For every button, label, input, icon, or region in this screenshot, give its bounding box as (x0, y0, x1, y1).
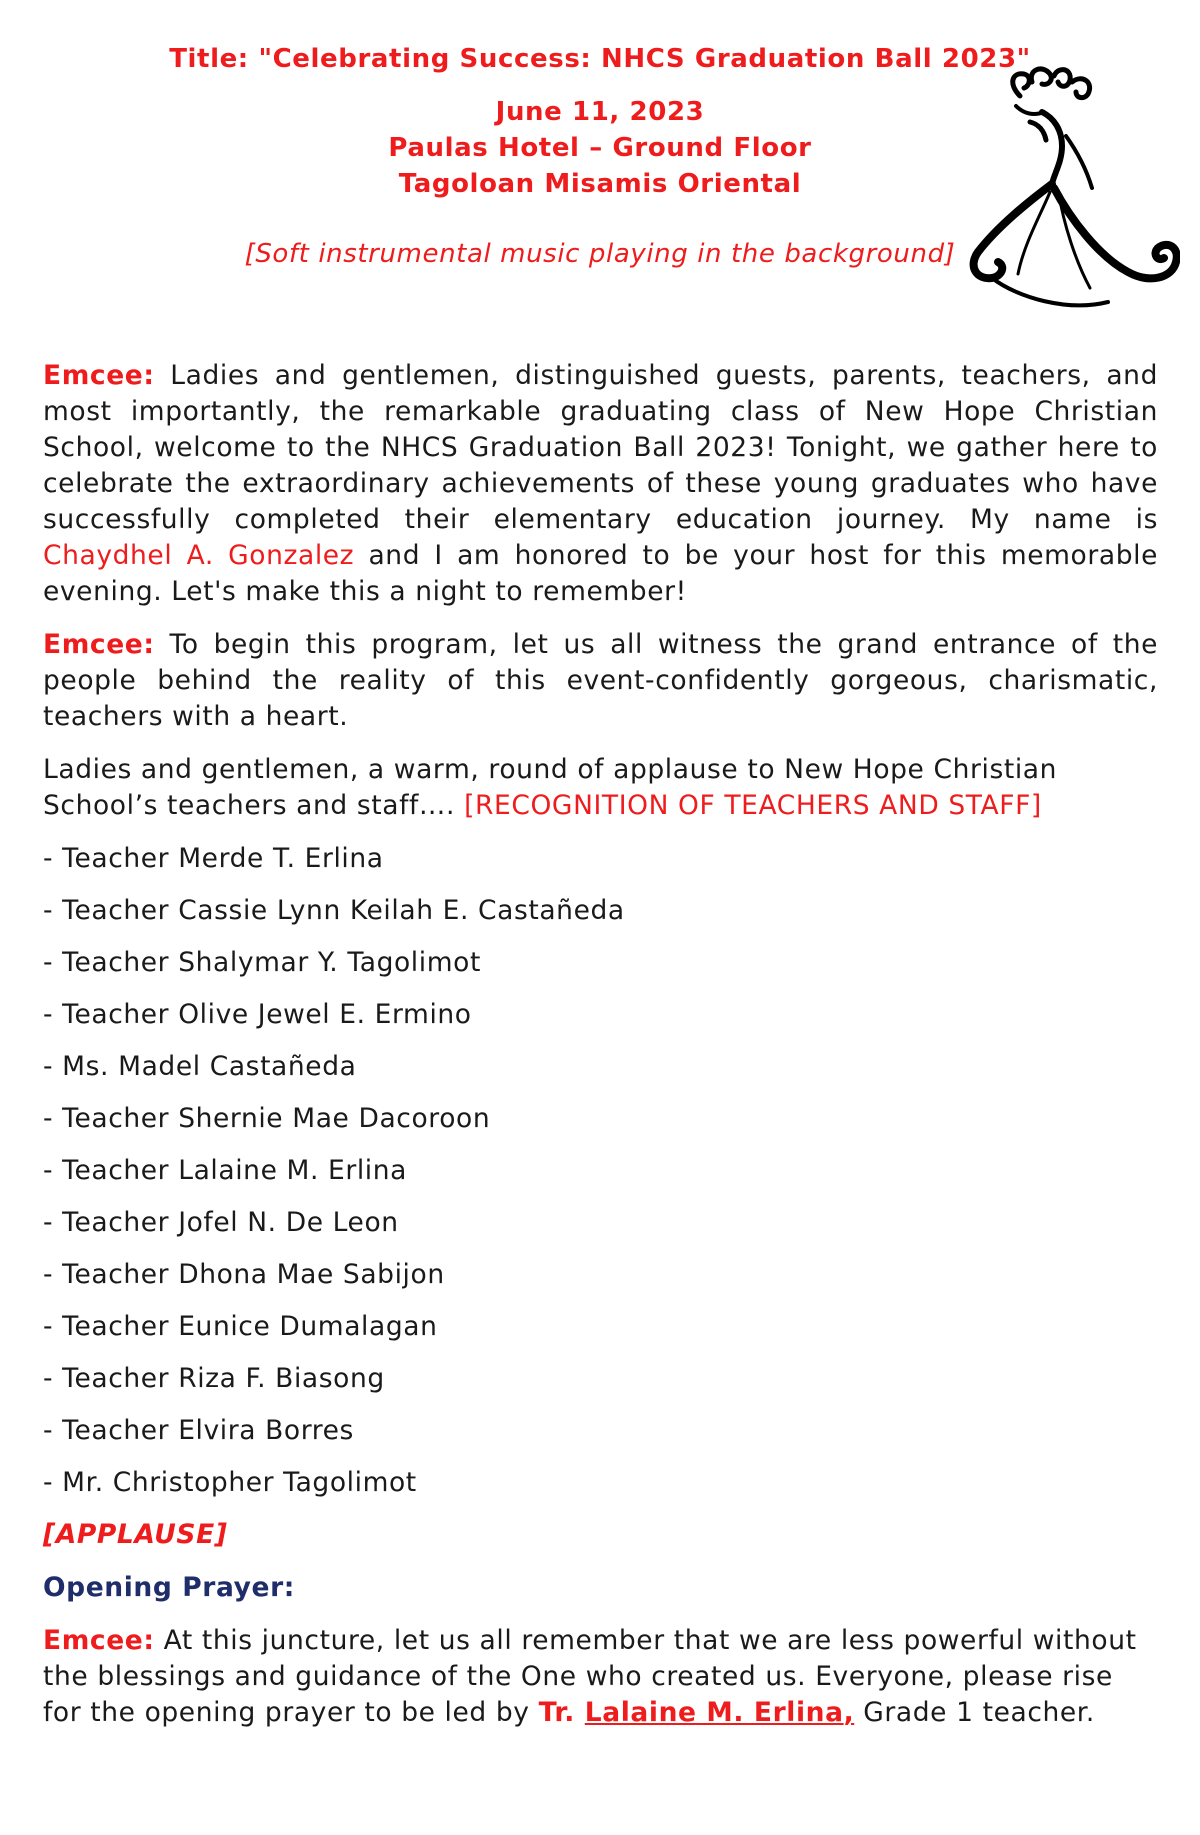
event-place: Tagoloan Misamis Oriental (398, 169, 802, 199)
list-item: - Teacher Merde T. Erlina (43, 843, 384, 874)
applause-paragraph (43, 752, 1158, 824)
speaker-label: Emcee: (43, 629, 155, 660)
list-item: - Mr. Christopher Tagolimot (43, 1467, 417, 1498)
list-item: - Teacher Shalymar Y. Tagolimot (43, 947, 481, 978)
prayer-suffix: Grade 1 teacher. (854, 1697, 1095, 1728)
staff-list (43, 841, 1158, 1501)
host-name: Chaydhel A. Gonzalez (43, 540, 355, 571)
prayer-leader-prefix: Tr. (538, 1697, 585, 1728)
list-item: - Teacher Shernie Mae Dacoroon (43, 1103, 491, 1134)
list-item: - Ms. Madel Castañeda (43, 1051, 357, 1082)
list-item: - Teacher Cassie Lynn Keilah E. Castañeda (43, 895, 625, 926)
welcome-paragraph (43, 358, 1158, 610)
speaker-label: Emcee: (43, 360, 155, 391)
section-heading-opening-prayer: Opening Prayer: (43, 1572, 295, 1603)
list-item: - Teacher Eunice Dumalagan (43, 1311, 438, 1342)
applause-cue: [APPLAUSE] (43, 1519, 228, 1550)
prayer-paragraph (43, 1623, 1158, 1731)
list-item: - Teacher Olive Jewel E. Ermino (43, 999, 472, 1030)
prayer-text: At this juncture, let us all remember that we are less powerful without the blessings and guidance of the One who created us. Everyone, please rise for the opening prayer to be led by (43, 1625, 1137, 1728)
speaker-label: Emcee: (43, 1625, 155, 1656)
prayer-leader-comma: , (843, 1697, 855, 1728)
entrance-paragraph (43, 627, 1158, 735)
list-item: - Teacher Lalaine M. Erlina (43, 1155, 407, 1186)
welcome-text-a: Ladies and gentlemen, distinguished guests, parents, teachers, and most importantly, the remarkable graduating class of New Hope Christian School, welcome to the NHCS Graduation Ball 2023! Tonight, we gather here to celebrate the extraordinary achievements of these young graduates who have successfully completed their elementary education journey. My name is (43, 360, 1158, 535)
event-title: Title: "Celebrating Success: NHCS Graduation Ball 2023" (169, 44, 1031, 74)
dancing-woman-icon (958, 66, 1180, 318)
list-item: - Teacher Jofel N. De Leon (43, 1207, 399, 1238)
script-body (43, 358, 1158, 1748)
event-date: June 11, 2023 (495, 97, 705, 127)
list-item: - Teacher Riza F. Biasong (43, 1363, 385, 1394)
prayer-leader-name: Lalaine M. Erlina (584, 1697, 844, 1728)
entrance-text: To begin this program, let us all witness the grand entrance of the people behind the reality of this event-confidently gorgeous, charismatic, teachers with a heart. (43, 629, 1158, 732)
stage-direction-music: [Soft instrumental music playing in the background] (244, 239, 956, 269)
applause-text: Ladies and gentlemen, a warm, round of applause to New Hope Christian School’s teachers and staff…. (43, 754, 1058, 821)
list-item: - Teacher Dhona Mae Sabijon (43, 1259, 445, 1290)
list-item: - Teacher Elvira Borres (43, 1415, 354, 1446)
recognition-cue: [RECOGNITION OF TEACHERS AND STAFF] (464, 790, 1042, 821)
event-venue: Paulas Hotel – Ground Floor (388, 133, 812, 163)
welcome-text-b: and I am honored to be your host for this memorable evening. Let's make this a night to remember! (43, 540, 1158, 607)
